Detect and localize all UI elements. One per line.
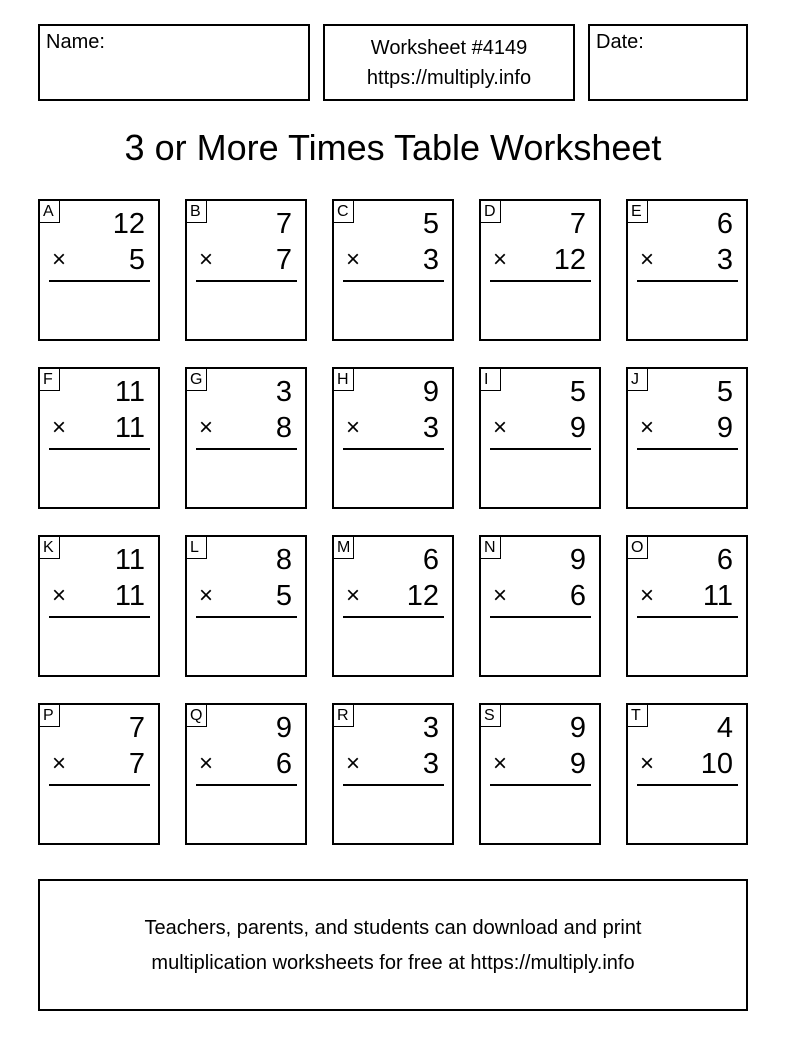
answer-line <box>49 280 150 282</box>
footer-line-2: multiplication worksheets for free at https://multiply.info <box>151 952 635 974</box>
multiplier: 9 <box>716 412 733 444</box>
answer-line <box>637 616 738 618</box>
multiplier: 11 <box>702 580 733 612</box>
problem-card[interactable] <box>185 367 307 509</box>
multiplicand: 7 <box>275 208 292 240</box>
answer-line <box>490 280 591 282</box>
answer-line <box>196 784 297 786</box>
problem-card[interactable] <box>479 367 601 509</box>
multiplicand: 6 <box>716 208 733 240</box>
worksheet-number: Worksheet #4149 <box>370 37 528 59</box>
times-sign: × <box>52 414 67 441</box>
times-sign: × <box>199 750 214 777</box>
date-field-box[interactable] <box>588 24 748 101</box>
multiplier: 5 <box>128 244 145 276</box>
problem-letter: O <box>628 537 648 559</box>
answer-line <box>343 280 444 282</box>
multiplicand: 11 <box>114 376 145 408</box>
problem-card[interactable] <box>626 199 748 341</box>
times-sign: × <box>640 246 655 273</box>
times-sign: × <box>493 750 508 777</box>
problem-letter: S <box>481 705 501 727</box>
multiplier: 9 <box>569 748 586 780</box>
multiplicand: 3 <box>275 376 292 408</box>
multiplier: 11 <box>114 580 145 612</box>
multiplier: 6 <box>569 580 586 612</box>
multiplier: 6 <box>275 748 292 780</box>
times-sign: × <box>346 414 361 441</box>
multiplier: 3 <box>422 748 439 780</box>
times-sign: × <box>493 414 508 441</box>
problem-letter: A <box>40 201 60 223</box>
problem-card[interactable] <box>185 199 307 341</box>
problem-card[interactable] <box>38 199 160 341</box>
problem-letter: T <box>628 705 648 727</box>
multiplier: 7 <box>275 244 292 276</box>
answer-line <box>196 448 297 450</box>
problem-letter: E <box>628 201 648 223</box>
times-sign: × <box>493 582 508 609</box>
problem-letter: N <box>481 537 501 559</box>
answer-line <box>490 784 591 786</box>
answer-line <box>343 784 444 786</box>
name-label: Name: <box>46 31 105 53</box>
multiplicand: 7 <box>128 712 145 744</box>
multiplier: 3 <box>422 244 439 276</box>
answer-line <box>343 448 444 450</box>
problem-letter: Q <box>187 705 207 727</box>
answer-line <box>343 616 444 618</box>
times-sign: × <box>493 246 508 273</box>
times-sign: × <box>199 414 214 441</box>
times-sign: × <box>640 414 655 441</box>
problem-card[interactable] <box>185 703 307 845</box>
multiplier: 12 <box>553 244 586 276</box>
answer-line <box>49 784 150 786</box>
page-title: 3 or More Times Table Worksheet <box>124 127 662 168</box>
answer-line <box>637 448 738 450</box>
problem-letter: G <box>187 369 207 391</box>
problem-letter: R <box>334 705 354 727</box>
multiplicand: 9 <box>569 544 586 576</box>
problem-letter: F <box>40 369 60 391</box>
times-sign: × <box>199 246 214 273</box>
footer-box <box>38 879 748 1011</box>
problem-grid <box>38 199 748 843</box>
date-label: Date: <box>596 31 644 53</box>
multiplier: 12 <box>406 580 439 612</box>
problem-letter: J <box>628 369 648 391</box>
problem-card[interactable] <box>38 703 160 845</box>
multiplier: 5 <box>275 580 292 612</box>
times-sign: × <box>346 750 361 777</box>
multiplicand: 5 <box>422 208 439 240</box>
problem-letter: D <box>481 201 501 223</box>
name-field-box[interactable] <box>38 24 310 101</box>
problem-letter: L <box>187 537 207 559</box>
multiplier: 7 <box>128 748 145 780</box>
times-sign: × <box>199 582 214 609</box>
problem-letter: K <box>40 537 60 559</box>
multiplicand: 7 <box>569 208 586 240</box>
multiplicand: 9 <box>275 712 292 744</box>
problem-card[interactable] <box>185 535 307 677</box>
problem-card[interactable] <box>626 367 748 509</box>
multiplier: 3 <box>422 412 439 444</box>
multiplier: 11 <box>114 412 145 444</box>
multiplicand: 5 <box>716 376 733 408</box>
answer-line <box>637 784 738 786</box>
multiplicand: 12 <box>112 208 145 240</box>
answer-line <box>490 616 591 618</box>
answer-line <box>637 280 738 282</box>
problem-card[interactable] <box>332 703 454 845</box>
footer-line-1: Teachers, parents, and students can download and print <box>144 917 642 939</box>
problem-card[interactable] <box>38 535 160 677</box>
worksheet-info-box <box>323 24 575 101</box>
problem-card[interactable] <box>332 199 454 341</box>
problem-letter: C <box>334 201 354 223</box>
multiplicand: 4 <box>716 712 733 744</box>
problem-letter: I <box>481 369 501 391</box>
problem-card[interactable] <box>38 367 160 509</box>
times-sign: × <box>640 750 655 777</box>
answer-line <box>196 280 297 282</box>
problem-letter: B <box>187 201 207 223</box>
multiplicand: 9 <box>422 376 439 408</box>
problem-letter: M <box>334 537 354 559</box>
problem-card[interactable] <box>332 367 454 509</box>
multiplicand: 6 <box>422 544 439 576</box>
times-sign: × <box>52 750 67 777</box>
answer-line <box>196 616 297 618</box>
multiplicand: 8 <box>275 544 292 576</box>
answer-line <box>49 616 150 618</box>
multiplier: 10 <box>700 748 733 780</box>
answer-line <box>490 448 591 450</box>
site-url: https://multiply.info <box>366 67 532 89</box>
times-sign: × <box>52 246 67 273</box>
problem-card[interactable] <box>332 535 454 677</box>
multiplicand: 9 <box>569 712 586 744</box>
times-sign: × <box>52 582 67 609</box>
times-sign: × <box>346 582 361 609</box>
multiplicand: 11 <box>114 544 145 576</box>
answer-line <box>49 448 150 450</box>
problem-card[interactable] <box>479 199 601 341</box>
multiplicand: 6 <box>716 544 733 576</box>
multiplicand: 5 <box>569 376 586 408</box>
multiplicand: 3 <box>422 712 439 744</box>
multiplier: 3 <box>716 244 733 276</box>
times-sign: × <box>346 246 361 273</box>
problem-card[interactable] <box>626 703 748 845</box>
times-sign: × <box>640 582 655 609</box>
multiplier: 8 <box>275 412 292 444</box>
problem-card[interactable] <box>479 703 601 845</box>
problem-letter: H <box>334 369 354 391</box>
problem-letter: P <box>40 705 60 727</box>
multiplier: 9 <box>569 412 586 444</box>
problem-card[interactable] <box>626 535 748 677</box>
problem-card[interactable] <box>479 535 601 677</box>
